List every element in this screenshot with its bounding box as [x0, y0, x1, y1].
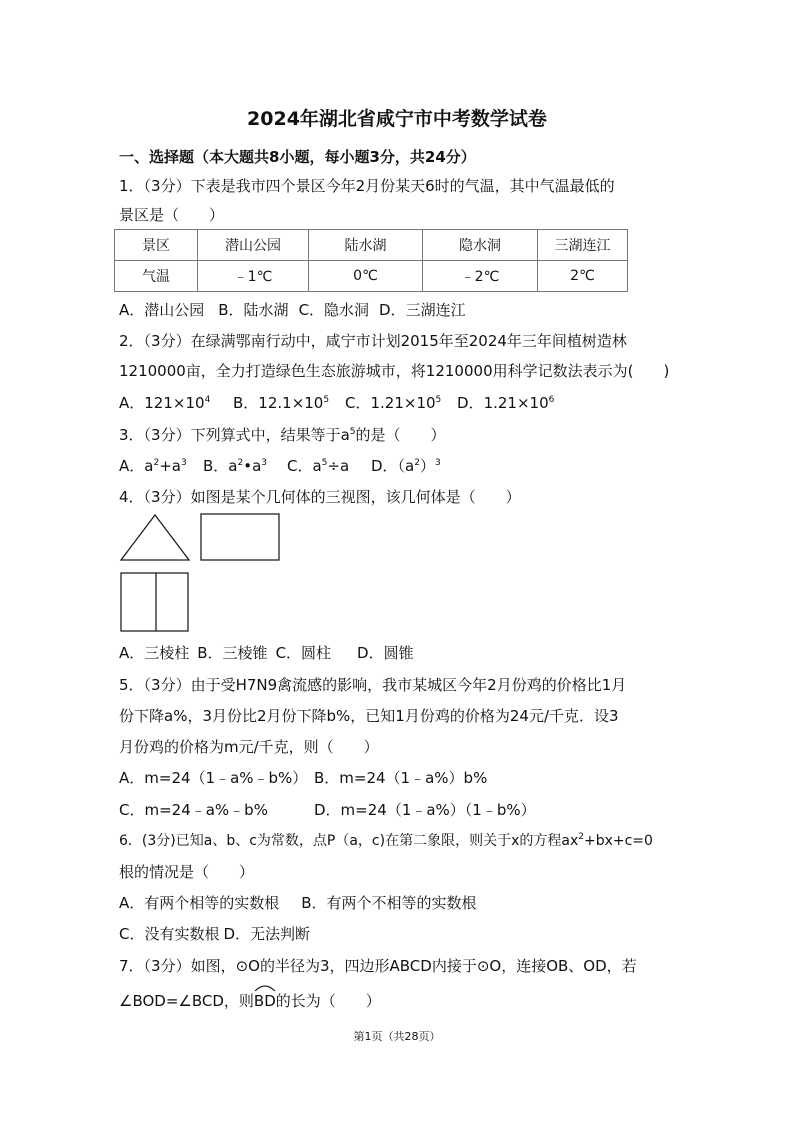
q6-options-row2 — [119, 924, 310, 944]
q2-line1: 2．（3分）在绿满鄂南行动中，咸宁市计划2015年至2024年三年间植树造林 — [119, 332, 627, 350]
table-cell: ﹣2℃ — [423, 261, 538, 292]
option-label: D． — [457, 394, 484, 412]
q7-text: 的长为（ ） — [275, 992, 381, 1010]
option-b: B．三棱锥 — [197, 644, 268, 662]
q3-line1 — [119, 425, 446, 445]
exponent: 2 — [578, 832, 584, 842]
exam-title: 2024年湖北省咸宁市中考数学试卷 — [247, 108, 547, 130]
q5-line3: 月份鸡的价格为m元/千克，则（ ） — [119, 738, 379, 756]
q5-options-row2 — [119, 800, 536, 820]
q6-line1 — [119, 831, 653, 851]
option-text: +a — [159, 457, 181, 475]
table-row — [115, 261, 628, 292]
option-c: C．圆柱 — [275, 644, 332, 662]
table-cell: 潜山公园 — [198, 230, 309, 261]
option-c: C．m=24﹣a%﹣b% — [119, 801, 268, 819]
option-text: ÷a — [327, 457, 350, 475]
option-label: B． — [233, 394, 259, 412]
option-c: C．没有实数根 — [119, 925, 220, 943]
q1-line2: 景区是（ ） — [119, 206, 225, 224]
option-base: 1.21×10 — [370, 394, 436, 412]
q3-text: 3．（3分）下列算式中，结果等于a — [119, 426, 350, 444]
option-a: A．m=24（1﹣a%﹣b%） — [119, 769, 308, 787]
exponent: 2 — [414, 458, 420, 468]
arc-cap-icon — [254, 984, 276, 992]
exponent: 2 — [237, 458, 244, 468]
exponent: 6 — [548, 395, 555, 405]
q6-text: +bx+c=0 — [583, 833, 653, 849]
option-a — [119, 456, 203, 476]
arc-label: BD — [253, 992, 276, 1010]
section-heading: 一、选择题（本大题共8小题，每小题3分，共24分） — [119, 148, 476, 166]
table-cell: 0℃ — [309, 261, 423, 292]
q1-line1: 1．（3分）下表是我市四个景区今年2月份某天6时的气温，其中气温最低的 — [119, 177, 615, 195]
table-cell: 三湖连江 — [538, 230, 628, 261]
exponent: 5 — [435, 395, 442, 405]
option-label: A． — [119, 394, 145, 412]
q2-line2: 1210000亩，全力打造绿色生态旅游城市，将1210000用科学记数法表示为( ) — [119, 362, 670, 380]
temperature-table — [114, 229, 628, 292]
q5-line1: 5．（3分）由于受H7N9禽流感的影响，我市某城区今年2月份鸡的价格比1月 — [119, 676, 627, 694]
option-b: B．m=24（1﹣a%）b% — [314, 769, 488, 787]
option-d: D．无法判断 — [223, 925, 311, 943]
table-row — [115, 230, 628, 261]
page-footer: 第1页（共28页） — [353, 1030, 441, 1043]
option-a: A．三棱柱 — [119, 644, 190, 662]
side-view-rectangle — [201, 514, 279, 560]
q3-text: 的是（ ） — [355, 426, 446, 444]
option-c — [287, 456, 371, 476]
q4-options — [119, 643, 414, 663]
exponent: 5 — [349, 427, 356, 437]
q2-options — [119, 393, 554, 413]
arc-bd — [254, 991, 276, 1011]
exponent: 3 — [261, 458, 267, 468]
option-label: C． — [345, 394, 371, 412]
q6-options-row1 — [119, 893, 477, 913]
option-text: A．a — [119, 457, 154, 475]
q7-text: ∠BOD=∠BCD，则 — [119, 992, 254, 1010]
option-b: B．有两个不相等的实数根 — [301, 894, 477, 912]
option-a — [119, 393, 233, 413]
exponent: 2 — [153, 458, 160, 468]
exponent: 5 — [321, 458, 328, 468]
option-text: D．（a — [371, 457, 415, 475]
option-text: •a — [243, 457, 262, 475]
exponent: 3 — [180, 458, 187, 468]
q7-line2 — [119, 991, 381, 1011]
q6-text: 6．(3分)已知a、b、c为常数，点P（a，c)在第二象限，则关于x的方程ax — [119, 833, 579, 849]
top-view-rectangle — [121, 573, 188, 631]
option-d: D．圆锥 — [357, 644, 414, 662]
option-b — [203, 456, 287, 476]
table-cell: 隐水洞 — [423, 230, 538, 261]
option-text: C．a — [287, 457, 322, 475]
option-b — [233, 393, 345, 413]
exponent: 3 — [435, 458, 441, 468]
q4-line1: 4．（3分）如图是某个几何体的三视图，该几何体是（ ） — [119, 488, 521, 506]
option-d — [457, 394, 554, 412]
q3-options — [119, 456, 441, 476]
option-text: ） — [419, 457, 435, 475]
three-view-figure — [119, 512, 289, 642]
option-a: A．有两个相等的实数根 — [119, 894, 280, 912]
option-d: D．m=24（1﹣a%）（1﹣b%） — [314, 801, 536, 819]
table-cell: 2℃ — [538, 261, 628, 292]
option-b: B．陆水湖 — [218, 301, 289, 319]
exponent: 4 — [204, 395, 211, 405]
table-cell: 景区 — [115, 230, 198, 261]
option-base: 121×10 — [144, 394, 205, 412]
option-c — [345, 393, 457, 413]
q5-options-row1 — [119, 768, 487, 788]
option-base: 12.1×10 — [258, 394, 324, 412]
option-c: C．隐水洞 — [298, 301, 370, 319]
option-d — [371, 457, 441, 475]
q5-line2: 份下降a%，3月份比2月份下降b%，已知1月份鸡的价格为24元/千克．设3 — [119, 707, 619, 725]
front-view-triangle — [121, 515, 189, 560]
option-d: D．三湖连江 — [379, 301, 466, 319]
q1-options — [119, 300, 466, 320]
exponent: 5 — [323, 395, 330, 405]
option-a: A．潜山公园 — [119, 301, 205, 319]
q7-line1: 7．（3分）如图，⊙O的半径为3，四边形ABCD内接于⊙O，连接OB、OD，若 — [119, 957, 637, 975]
table-cell: 气温 — [115, 261, 198, 292]
option-text: B．a — [203, 457, 238, 475]
q6-line2: 根的情况是（ ） — [119, 863, 255, 881]
table-cell: ﹣1℃ — [198, 261, 309, 292]
option-base: 1.21×10 — [483, 394, 549, 412]
table-cell: 陆水湖 — [309, 230, 423, 261]
